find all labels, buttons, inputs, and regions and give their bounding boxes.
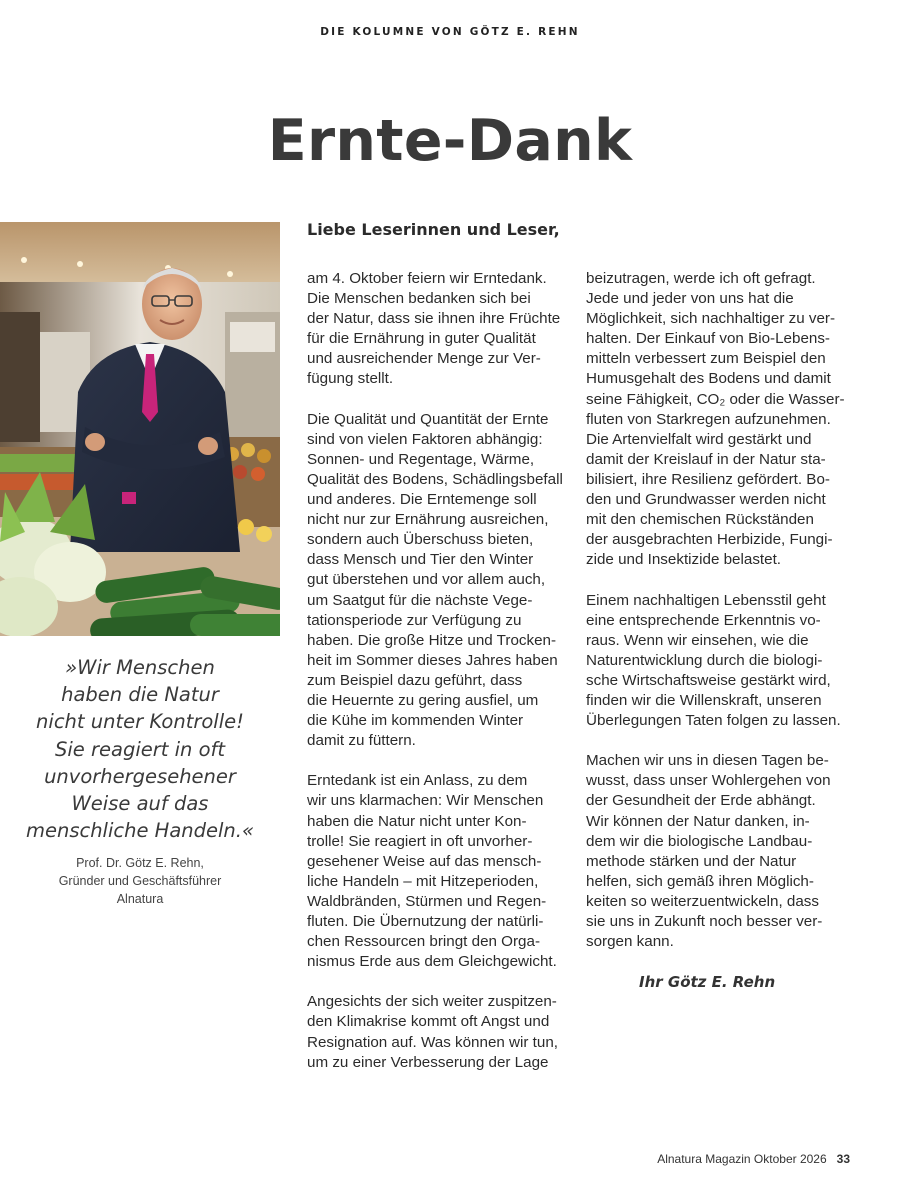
magazine-issue: Alnatura Magazin Oktober 2026 bbox=[657, 1152, 827, 1166]
quote-attribution bbox=[20, 854, 260, 908]
paragraph: am 4. Oktober feiern wir Erntedank. Die Menschen bedanken sich bei der Natur, dass sie ihnen ihre Früchte für die Ernährung in guter Qualität und ausreichender Menge zur Ver- fügung stellt. bbox=[307, 270, 561, 388]
paragraph: beizutragen, werde ich oft gefragt. Jede und jeder von uns hat die Möglichkeit, sich nachhaltiger zu ver- halten. Der Einkauf von Bio-Lebens- mitteln verbessert zum Beispiel den Humusgehalt des Bodens und damit seine Fähigkeit, CO₂ oder die Wasser- fluten von Starkregen aufzunehmen. Die Artenvielfalt wird gestärkt und damit der Kreislauf in der Natur sta- bilisiert, ihre Resilienz gefördert. Bo- den und Grundwasser werden nicht mit den chemischen Rückständen der ausgebrachten Herbizide, Fungi- zide und Insektizide belastet. bbox=[586, 270, 845, 569]
paragraph: Erntedank ist ein Anlass, zu dem wir uns klarmachen: Wir Menschen haben die Natur nicht unter Kon- trolle! Sie reagiert in oft unvorher- gesehener Weise auf das mensch- liche Handeln – mit Hitzeperioden, Waldbränden, Stürmen und Regen- fluten. Die Übernutzung der natürli- chen Ressourcen bringt den Orga- nismus Erde aus dem Gleichgewicht. bbox=[307, 772, 557, 971]
paragraph: Einem nachhaltigen Lebensstil geht eine entsprechende Erkenntnis vo- raus. Wenn wir einsehen, wie die Naturentwicklung durch die biologi- sche Wirtschaftsweise gestärkt wird, finden wir die Willenskraft, unseren Überlegungen Taten folgen zu lassen. bbox=[586, 591, 841, 730]
paragraph: Angesichts der sich weiter zuspitzen- den Klimakrise kommt oft Angst und Resignation auf. Was können wir tun, um zu einer Verbesserung der Lage bbox=[307, 993, 559, 1071]
signature: Ihr Götz E. Rehn bbox=[639, 973, 776, 992]
attribution-role: Gründer und Geschäftsführer bbox=[58, 874, 222, 888]
page-number: 33 bbox=[836, 1152, 850, 1166]
pull-quote bbox=[20, 654, 260, 844]
article-column-1 bbox=[307, 269, 569, 1093]
paragraph: Machen wir uns in diesen Tagen be- wusst, dass unser Wohlergehen von der Gesundheit der Erde abhängt. Wir können der Natur danken, in- dem wir die biologische Landbau- methode stärken und der Natur helfen, sich gemäß ihren Möglich- keiten so weiterzuentwickeln, dass sie uns in Zukunft noch besser ver- sorgen kann. bbox=[586, 752, 831, 951]
article-column-2 bbox=[586, 269, 848, 992]
column-kicker: DIE KOLUMNE VON GÖTZ E. REHN bbox=[320, 26, 580, 38]
salutation: Liebe Leserinnen und Leser, bbox=[307, 220, 560, 239]
paragraph: Die Qualität und Quantität der Ernte sind von vielen Faktoren abhängig: Sonnen- und Regentage, Wärme, Qualität des Bodens, Schädlingsbefall und anderes. Die Erntemenge soll nicht nur zur Ernährung ausreichen, sondern auch Überschuss bieten, dass Mensch und Tier den Winter gut überstehen und vor allem auch, um Saatgut für die nächste Vege- tationsperiode zur Verfügung zu haben. Die große Hitze und Trocken- heit im Sommer dieses Jahres haben zum Beispiel dazu geführt, dass die Heuernte zu gering ausfiel, um die Kühe im kommenden Winter damit zu füttern. bbox=[307, 410, 563, 750]
attribution-name: Prof. Dr. Götz E. Rehn, bbox=[76, 856, 204, 870]
pull-quote-text: »Wir Menschen haben die Natur nicht unter Kontrolle! Sie reagiert in oft unvorhergesehener Weise auf das menschliche Handeln.« bbox=[25, 656, 255, 843]
attribution-company: Alnatura bbox=[116, 892, 164, 906]
author-portrait-photo bbox=[0, 222, 280, 636]
article-title: Ernte-Dank bbox=[267, 108, 633, 174]
page-footer bbox=[657, 1152, 850, 1166]
